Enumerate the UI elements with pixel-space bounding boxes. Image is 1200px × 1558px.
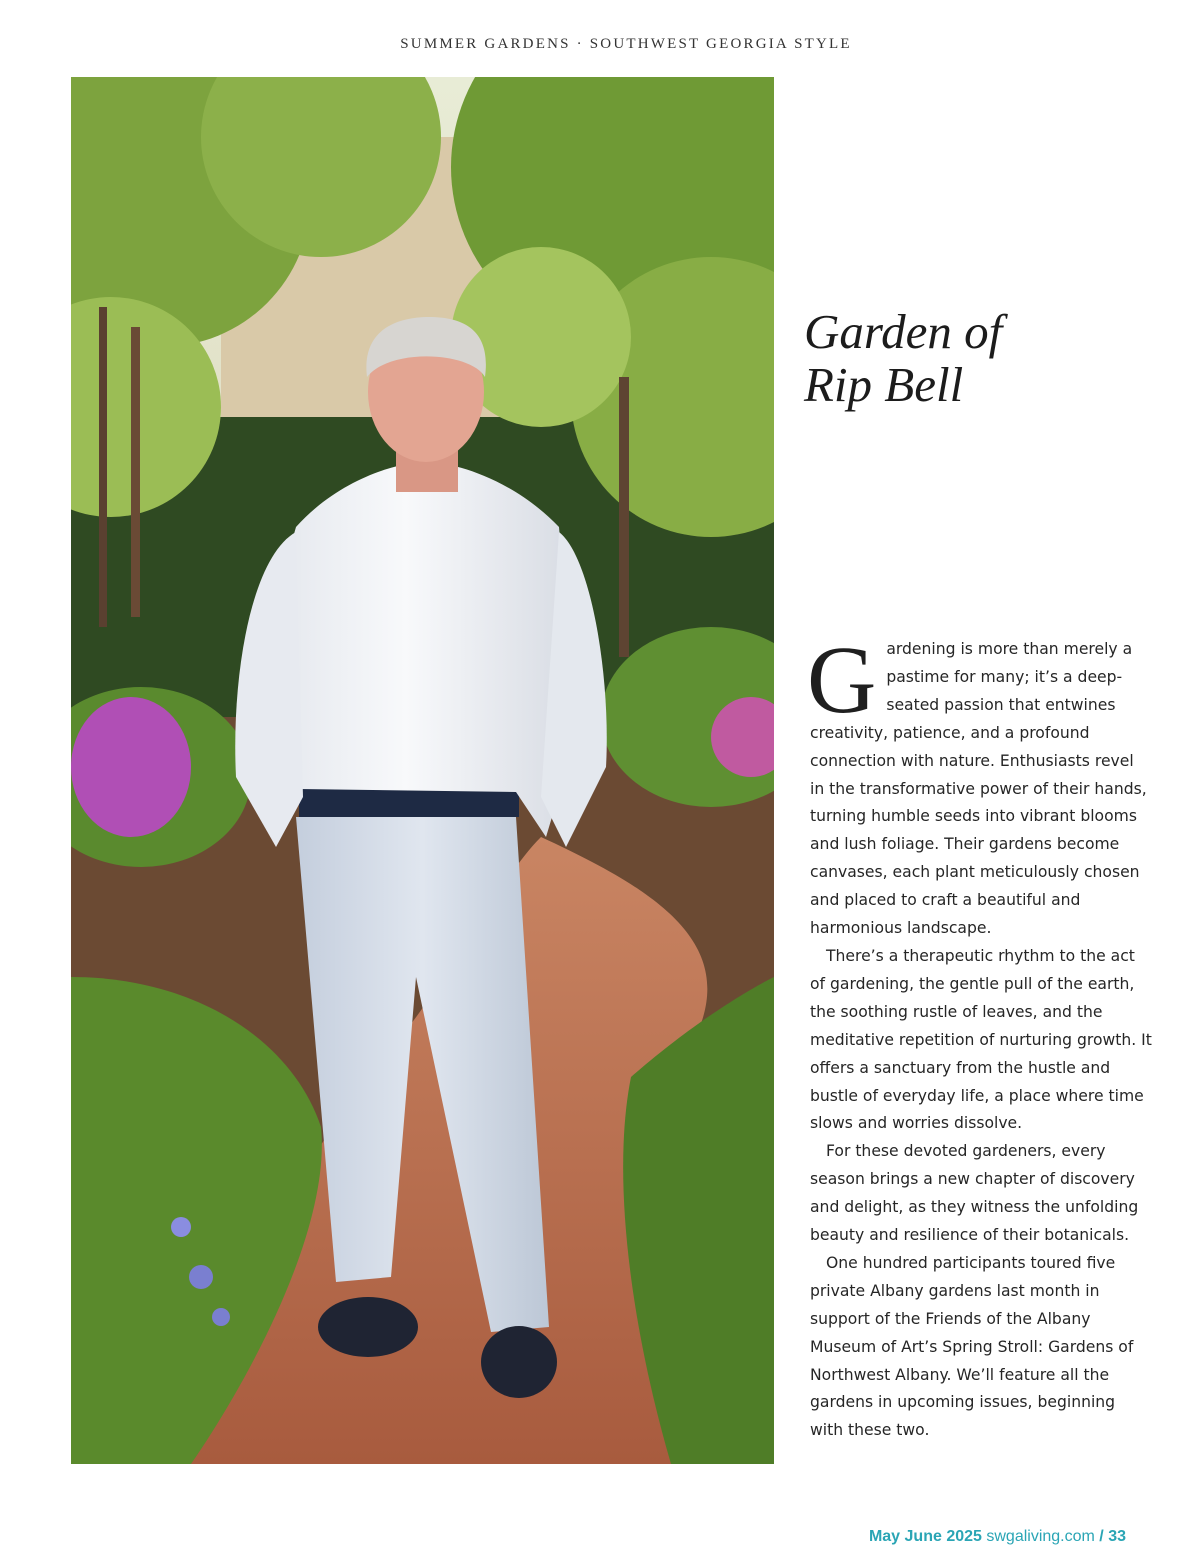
- paragraph-4: One hundred participants toured five private Albany gardens last month in support of the Friends of the Albany Museum of Art’s Spring Stroll: Gardens of Northwest Albany. We’ll feature all the gardens in upcoming issues, beginning with these two.: [810, 1253, 1134, 1440]
- issue-date: May June 2025: [868, 1528, 982, 1545]
- footer-separator: /: [1099, 1528, 1104, 1545]
- portrait-photo: [71, 77, 774, 1464]
- article-body: [807, 626, 1152, 1445]
- paragraph-3: For these devoted gardeners, every season brings a new chapter of discovery and delight, as they witness the unfolding beauty and resilience of their botanicals.: [810, 1142, 1139, 1245]
- paragraph-1-text: ardening is more than merely a pastime for many; it’s a deep-seated passion that entwines creativity, patience, and a profound connection with nature. Enthusiasts revel in the transformative power of their hands, turning humble seeds into vibrant blooms and lush foliage. Their gardens become canvases, each plant meticulously chosen and placed to craft a beautiful and harmonious landscape.: [810, 640, 1147, 938]
- running-head: SUMMER GARDENS · SOUTHWEST GEORGIA STYLE: [400, 36, 852, 52]
- article-title: [804, 305, 1164, 411]
- article-title-line-1: Garden of: [804, 304, 1003, 359]
- paragraph-2: There’s a therapeutic rhythm to the act of gardening, the gentle pull of the earth, the soothing rustle of leaves, and the meditative repetition of nurturing growth. It offers a sanctuary from the hustle and bustle of everyday life, a place where time slows and worries dissolve.: [810, 946, 1152, 1133]
- paragraph-1: [807, 626, 1152, 943]
- article-title-line-2: Rip Bell: [804, 357, 964, 412]
- website-link[interactable]: swgaliving.com: [986, 1528, 1095, 1545]
- page-footer: [869, 1528, 1126, 1546]
- drop-cap: G: [807, 626, 877, 733]
- page-number: 33: [1108, 1528, 1126, 1545]
